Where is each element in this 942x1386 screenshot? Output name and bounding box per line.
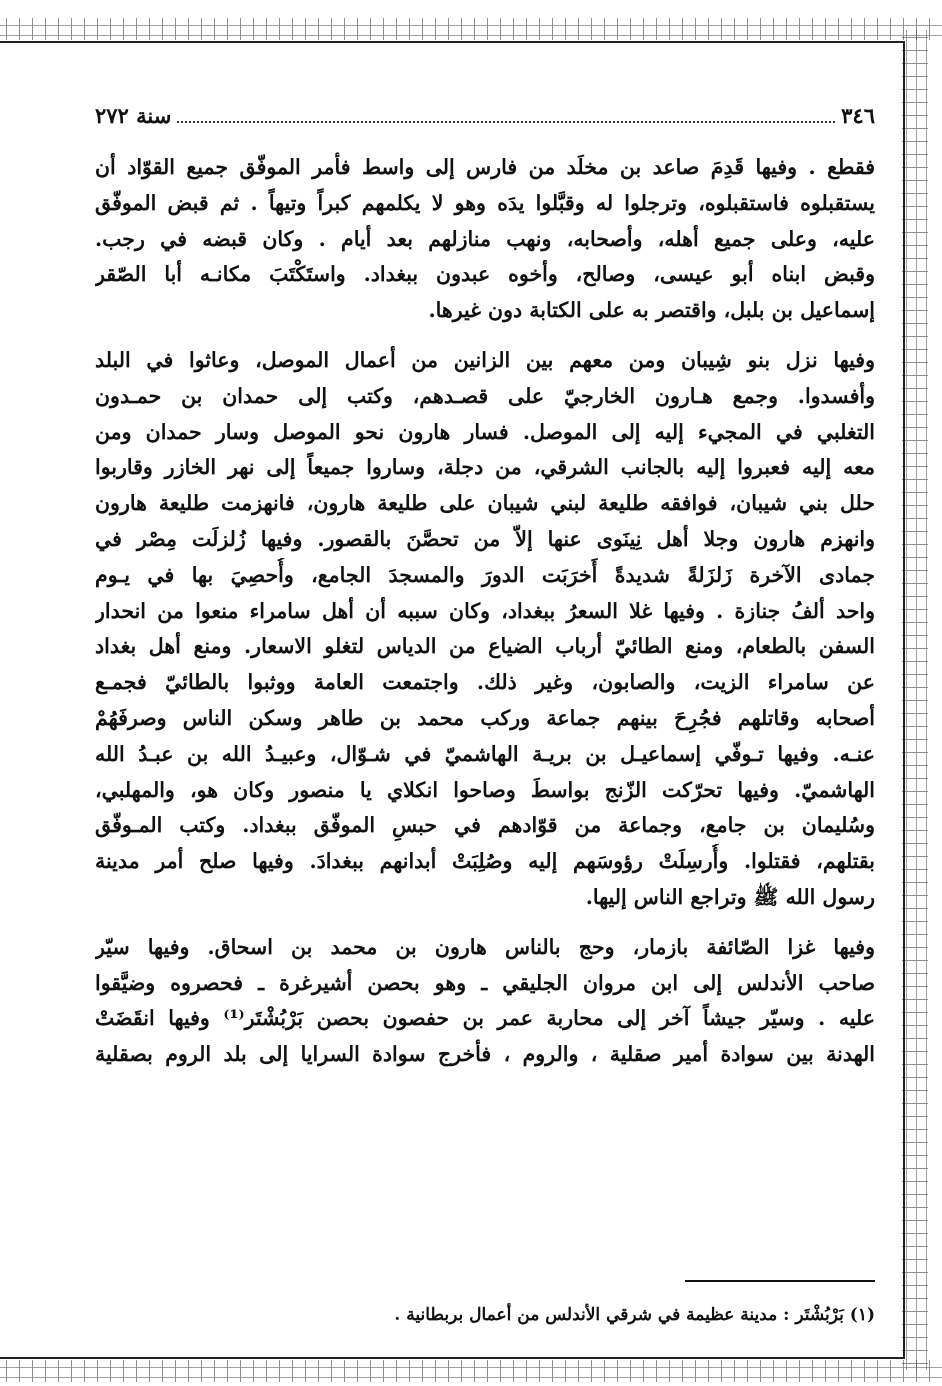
text-line: وفيها نزل بنو شِيبان ومن معهم بين الزانين من أعمال الموصل، وعاثوا في البلد [95,347,875,372]
text-line: فقطع . وفيها قَدِمَ صاعد بن مخلَد من فارس إلى واسط فأمر الموفّق جميع القوّاد أن [95,155,875,179]
ornamental-border-right [902,30,928,1370]
page-body [95,150,875,1087]
text-line: صاحب الأندلس إلى ابن مروان الجليقي ـ وهو بحصن أشيرغرة ـ فحصروه وضيَّقوا [95,970,875,995]
text-line: وقبض ابناه أبو عيسى، وصالح، وأخوه عبدون ببغداد. واستَكْتَبَ مكانـه أبا الصّقر [95,262,875,287]
paragraph-3 [95,930,875,1073]
border-rule-top [0,41,905,43]
text-line: حلل بني شيبان، فوافقه طليعة لبني شيبان على طليعة هارون، فانهزمت طليعة هارون [95,491,875,516]
footnote: (١) بَرْبُشْتَر : مدينة عظيمة في شرقي الأندلس من أعمال بربطانية . [394,1305,875,1325]
border-rule-bottom [0,1357,905,1359]
text-line: وانهزم هارون وجلا أهل نِينَوى عنها إلاّ من تحصَّنَ بالقصور. وفيها زُلزلَت مِصْر في [95,526,875,551]
header-leader-dots [177,107,835,123]
paragraph-1 [95,150,875,329]
text-line: الهاشميّ. وفيها تحرّكت الزّنج بواسطَ وصاحوا انكلاي يا منصور وكان هو، والمهلبي، [95,777,875,802]
text-line: وأفسدوا. وجمع هـارون الخارجيّ على قصـدهم، وكتب إلى حمدان بن حمـدون [95,383,875,408]
text-line: عليه . وسيّر جيشاً آخر إلى محاربة عمر بن حفصون بحصن بَرْبُشْتَر⁽¹⁾ وفيها انقَضَتْ [95,1006,875,1031]
text-line: عليه، وعلى جميع أهله، وأصحابه، ونهب منازلهم بعد أيام . وكان قبضه في رجب. [95,226,875,251]
text-line: السفن بالطعام، ومنع الطائيّ أرباب الضياع من الدياس لتغلو الاسعار. ومنع أهل بغداد [95,634,875,659]
text-line: عنـه. وفيها تـوفّي إسماعيـل بن بريـة الهاشميّ في شـوّال، وعبيـدُ الله بن عبـدُ الله [95,741,875,766]
year-label: سنة ٢٧٢ [95,102,172,128]
page-number: ٣٤٦ [841,102,875,128]
text-line: جمادى الآخرة زَلزَلةً شديدةً أَخرَبَت الدورَ والمسجدَ الجامع، وأُحصِيَ بها في يـوم [95,562,875,587]
text-line: التغلبي في المجيء إليه إلى الموصل. فسار هارون نحو الموصل وسار حمدان ومن [95,419,875,444]
footnote-separator [685,1280,875,1282]
text-line: واحد ألفُ جنازة . وفيها غلا السعرُ ببغداد، وكان سببه أن أهل سامراء منعوا من انحدار [95,598,875,623]
text-line: يستقبلوه فاستقبلوه، وترجلوا له وقبَّلوا يدَه وهو لا يكلمهم كبراً وتيهاً . ثم قبض الموفّق [95,190,875,215]
ornamental-border-top [0,18,942,40]
text-line: وسُليمان بن جامع، وجماعة من قوّادهم في حبسِ الموفّق ببغداد. وكتب المـوفّق [95,813,875,838]
text-line: الهدنة بين سوادة أمير صقلية ، والروم ، فأخرج سوادة السرايا إلى بلد الروم بصقلية [95,1042,875,1067]
text-line: رسول الله ﷺ وتراجع الناس إليها. [585,884,875,909]
text-line: معه إليه فعبروا إليه بالجانب الشرقي، من دجلة، وساروا جميعاً إلى نهر الخازر وقاربوا [95,455,875,480]
text-line: أصحابه وقاتلهم فجُرِحَ بينهم جماعة وركب محمد بن طاهر وسكن الناس وصرفَهُمْ [95,705,875,730]
border-rule-right [903,41,905,1359]
paragraph-2 [95,343,875,916]
text-line: بقتلهم، فقتلوا. وأُرسِلَتْ رؤوسَهم إليه وصُلِبَتْ أبدانهم ببغدادَ. وفيها صلح أمر مدينة [95,849,875,874]
text-line: وفيها غزا الصّائفة بازمار، وحج بالناس هارون بن محمد بن اسحاق. وفيها سيّر [95,934,875,959]
text-line: إسماعيل بن بلبل، واقتصر به على الكتابة دون غيرها. [428,298,875,323]
ornamental-border-bottom [0,1360,942,1382]
running-header [95,98,875,132]
text-line: عن سامراء الزيت، والصابون، وغير ذلك. واجتمعت العامة ووثبوا بالطائيّ فجمـع [95,670,875,695]
